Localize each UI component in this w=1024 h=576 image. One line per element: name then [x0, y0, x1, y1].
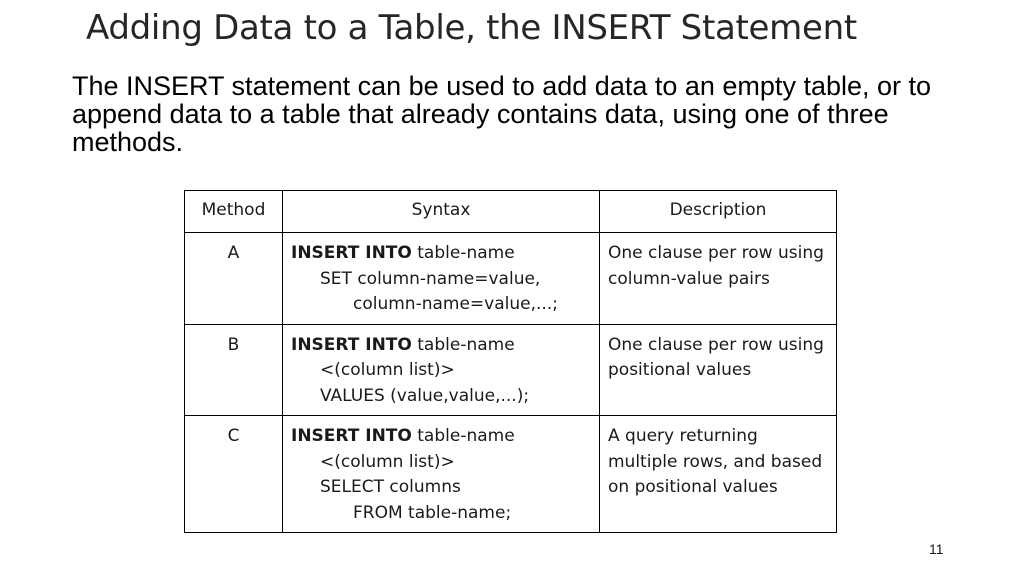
- syntax-line: <(column list)>: [320, 451, 455, 472]
- syntax-cell: [283, 416, 600, 533]
- description-cell: One clause per row using positional values: [600, 324, 837, 416]
- header-method: Method: [185, 191, 283, 233]
- insert-methods-table: [184, 190, 837, 533]
- method-cell: A: [185, 233, 283, 325]
- syntax-line: table-name: [411, 243, 515, 263]
- table-header-row: [185, 191, 837, 233]
- syntax-keyword: INSERT INTO: [291, 243, 412, 263]
- syntax-line: SELECT columns: [320, 477, 461, 497]
- syntax-keyword: INSERT INTO: [291, 334, 412, 355]
- method-cell: C: [185, 416, 283, 533]
- table-row: [185, 324, 837, 416]
- syntax-line: table-name: [411, 334, 515, 355]
- header-syntax: Syntax: [283, 191, 600, 233]
- syntax-keyword: INSERT INTO: [291, 426, 412, 446]
- slide-title: Adding Data to a Table, the INSERT Statement: [86, 8, 857, 48]
- syntax-line: VALUES (value,value,...);: [320, 385, 530, 406]
- header-description: Description: [600, 191, 837, 233]
- syntax-cell: [283, 324, 600, 416]
- description-cell: One clause per row using column-value pairs: [600, 233, 837, 325]
- intro-paragraph: The INSERT statement can be used to add data to an empty table, or to append data to a table that already contains data, using one of three methods.: [72, 71, 932, 157]
- method-cell: B: [185, 324, 283, 416]
- description-cell: A query returning multiple rows, and based on positional values: [600, 416, 837, 533]
- syntax-line: table-name: [411, 426, 515, 446]
- syntax-cell: [283, 233, 600, 325]
- syntax-line: FROM table-name;: [353, 502, 512, 523]
- page-number: 11: [929, 541, 944, 557]
- syntax-line: <(column list)>: [320, 360, 455, 380]
- syntax-line: SET column-name=value,: [320, 268, 541, 289]
- syntax-line: column-name=value,...;: [353, 294, 558, 314]
- table-row: [185, 416, 837, 533]
- table-row: [185, 233, 837, 325]
